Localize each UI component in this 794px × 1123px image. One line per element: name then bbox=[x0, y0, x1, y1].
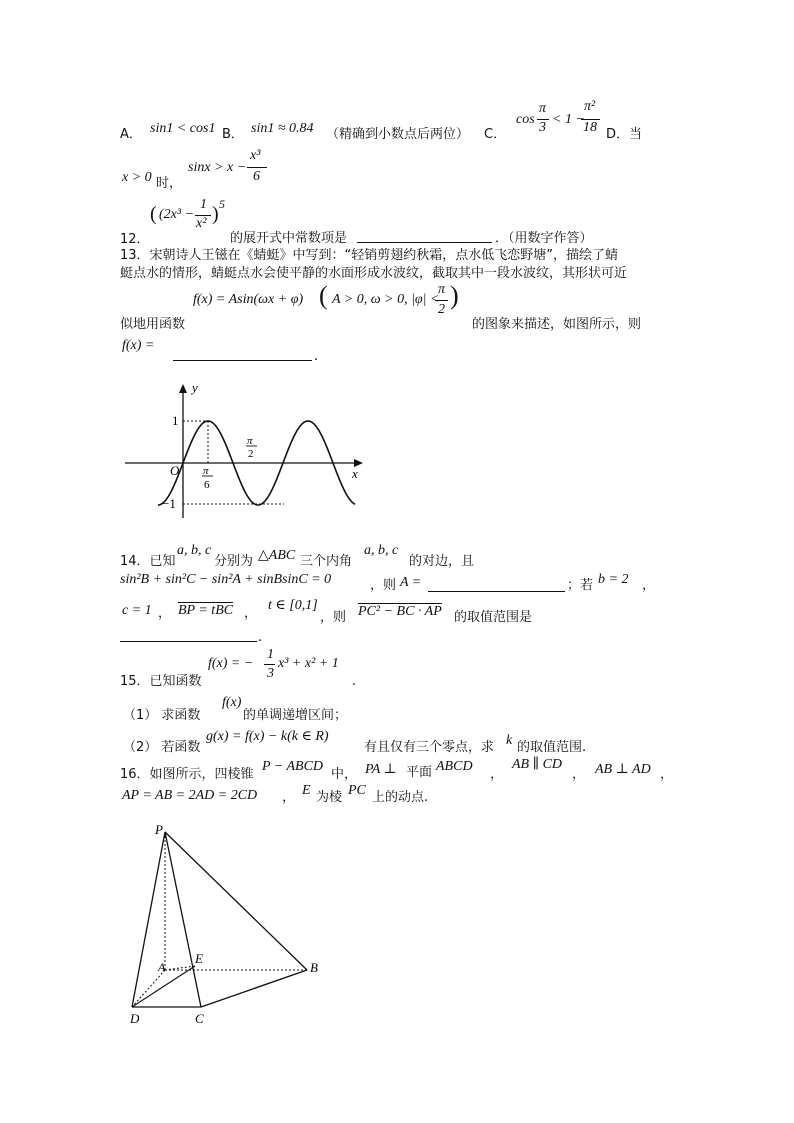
q14-end: . bbox=[258, 630, 263, 645]
q13-line1: 13．宋朝诗人王镃在《蜻蜓》中写到：“轻销剪翅约秋霜，点水低飞恋野塘”，描绘了蜻 bbox=[120, 248, 619, 263]
q15-p2g: g(x) = f(x) − k(k ∈ R) bbox=[206, 729, 329, 744]
vertex-B: B bbox=[310, 960, 318, 975]
q14-t-range: t ∈ [0,1] bbox=[268, 598, 318, 613]
q14-answer-blank-2[interactable] bbox=[120, 640, 257, 642]
option-d-expr: sinx > x − bbox=[188, 160, 247, 175]
q16-l2: AP = AB = 2AD = 2CD bbox=[122, 788, 258, 803]
q16-perp: AB ⊥ AD bbox=[595, 762, 651, 777]
tick-one: 1 bbox=[172, 413, 179, 428]
q16-pyr: P − ABCD bbox=[262, 759, 324, 774]
q14-comma1: ， bbox=[158, 606, 172, 621]
q13-line3a: 似地用函数 bbox=[120, 317, 186, 332]
sine-graph bbox=[120, 378, 370, 523]
vertex-E: E bbox=[195, 951, 203, 966]
option-c-pi2: π² bbox=[584, 99, 596, 114]
edge-PB bbox=[165, 832, 307, 970]
q15-one: 1 bbox=[267, 647, 274, 662]
q15-three: 3 bbox=[267, 666, 274, 681]
q14-l1c: 三个内角 bbox=[300, 554, 353, 569]
q15-fracbar bbox=[264, 663, 275, 665]
q15-p2k: k bbox=[506, 733, 513, 748]
q14-answer-blank-1[interactable] bbox=[428, 590, 565, 592]
q15-p2a: （2） 若函数 bbox=[123, 740, 201, 755]
option-d-label: D．当 bbox=[606, 127, 643, 142]
q13-answer-blank[interactable] bbox=[173, 359, 312, 361]
option-b-expr: sin1 ≈ 0.84 bbox=[251, 121, 314, 136]
q14-eq: sin²B + sin²C − sin²A + sinBsinC = 0 bbox=[120, 572, 332, 587]
tick-neg-one: −1 bbox=[162, 496, 176, 511]
q16-pc: PC bbox=[348, 783, 366, 798]
q14-l2b: ；若 bbox=[567, 578, 594, 593]
q12-expr: (2x³ − bbox=[159, 207, 195, 222]
option-d-cond: x > 0 bbox=[122, 170, 152, 185]
q13-cond: A > 0, ω > 0, |φ| < bbox=[332, 292, 440, 307]
edge-CB bbox=[201, 970, 307, 1007]
option-c-label: C． bbox=[484, 127, 507, 142]
q13-cond-pi: π bbox=[438, 282, 446, 297]
q15-p2b: 有且仅有三个零点，求 bbox=[364, 740, 495, 755]
q14-expr: PC² − BC · AP bbox=[358, 604, 442, 619]
option-d-time: 时， bbox=[156, 176, 183, 191]
q13-answer-end: . bbox=[314, 349, 319, 364]
q13-paren-open: ( bbox=[319, 281, 328, 310]
q14-comma3: ，则 bbox=[320, 610, 347, 625]
option-d-x3: x³ bbox=[250, 148, 261, 163]
q14-l1a: 14．已知 bbox=[120, 554, 176, 569]
q15-rest: x³ + x² + 1 bbox=[278, 656, 339, 671]
vertex-C: C bbox=[195, 1011, 204, 1026]
q14-comma2: ， bbox=[244, 606, 258, 621]
option-c-cos: cos bbox=[516, 112, 535, 127]
q14-l1d: 的对边，且 bbox=[409, 554, 475, 569]
q13-cond-2: 2 bbox=[438, 302, 445, 317]
q15-dot: . bbox=[352, 674, 357, 689]
option-c-3: 3 bbox=[539, 120, 546, 135]
q15-p1f: f(x) bbox=[222, 695, 242, 710]
q15-l1a: 15．已知函数 bbox=[120, 674, 202, 689]
pyramid-figure bbox=[120, 820, 330, 1030]
q16-l1a: 16．如图所示，四棱锥 bbox=[120, 767, 254, 782]
q14-c-eq: c = 1 bbox=[122, 603, 152, 618]
q12-answer-blank[interactable] bbox=[357, 241, 492, 243]
q12-paren-open: ( bbox=[150, 203, 157, 225]
y-axis-label: y bbox=[192, 380, 198, 395]
q14-abc: a, b, c bbox=[177, 543, 212, 558]
q16-l1b: 中， bbox=[331, 767, 358, 782]
q12-frac-num: 1 bbox=[200, 197, 207, 212]
q14-l1b: 分别为 bbox=[214, 554, 254, 569]
q16-comma2: ， bbox=[572, 767, 586, 782]
q12-paren-close: ) bbox=[212, 203, 219, 225]
q16-l2b: 为棱 bbox=[316, 790, 343, 805]
tick-pi6-pi: π bbox=[203, 465, 209, 477]
q14-l2c: ， bbox=[642, 578, 656, 593]
option-b-note: （精确到小数点后两位） bbox=[326, 127, 470, 142]
q16-par: AB ∥ CD bbox=[512, 757, 563, 772]
x-axis-label: x bbox=[352, 466, 358, 481]
option-a-label: A． bbox=[120, 127, 142, 142]
q14-abc2: a, b, c bbox=[364, 543, 399, 558]
q15-p1b: 的单调递增区间； bbox=[243, 708, 348, 723]
q14-l3: 的取值范围是 bbox=[454, 610, 533, 625]
q12-number: 12． bbox=[120, 232, 150, 247]
option-c-18: 18 bbox=[583, 120, 597, 135]
tick-pi2-two: 2 bbox=[248, 448, 254, 460]
q13-line2: 蜓点水的情形，蜻蜓点水会使平静的水面形成水波纹，截取其中一段水波纹，其形状可近 bbox=[120, 266, 628, 281]
q13-answer-left: f(x) = bbox=[122, 338, 155, 353]
vertex-P: P bbox=[155, 822, 163, 837]
q16-abcd: ABCD bbox=[436, 759, 473, 774]
q14-bp: BP = tBC bbox=[178, 603, 234, 618]
tick-pi6-six: 6 bbox=[204, 479, 210, 491]
option-d-fracbar bbox=[247, 166, 267, 168]
origin-label: O bbox=[170, 463, 180, 478]
q16-comma3: ， bbox=[660, 767, 674, 782]
q12-text2: ．（用数字作答） bbox=[495, 231, 593, 246]
q12-frac-den: x² bbox=[196, 216, 207, 231]
q12-power: 5 bbox=[219, 197, 225, 211]
q13-cond-fracbar bbox=[435, 299, 448, 301]
q16-plane: 平面 bbox=[406, 765, 433, 780]
q14-l2a: ，则 bbox=[370, 578, 397, 593]
option-b-label: B． bbox=[222, 127, 244, 142]
q16-comma4: ， bbox=[282, 790, 296, 805]
q16-e: E bbox=[302, 783, 311, 798]
q13-func: f(x) = Asin(ωx + φ) bbox=[193, 292, 304, 307]
vertex-A: A bbox=[158, 960, 166, 974]
q15-f: f(x) = − bbox=[208, 656, 254, 671]
q16-comma1: ， bbox=[490, 767, 504, 782]
vertex-D: D bbox=[130, 1011, 140, 1026]
q13-paren-close: ) bbox=[450, 281, 459, 310]
edge-PC bbox=[165, 832, 201, 1007]
q15-p1a: （1） 求函数 bbox=[123, 708, 201, 723]
y-axis-arrow bbox=[179, 384, 187, 393]
option-c-pi: π bbox=[539, 101, 547, 116]
option-a-expr: sin1 < cos1 bbox=[150, 121, 216, 136]
q14-A-eq: A = bbox=[400, 575, 422, 590]
edge-PD bbox=[132, 832, 165, 1007]
q14-tri: △ABC bbox=[258, 548, 296, 563]
option-d-6: 6 bbox=[253, 169, 260, 184]
q16-l2c: 上的动点. bbox=[372, 790, 429, 805]
option-c-lt: < 1 − bbox=[552, 112, 585, 127]
q15-p2c: 的取值范围. bbox=[517, 740, 587, 755]
q16-pa: PA ⊥ bbox=[365, 762, 397, 777]
q12-text1: 的展开式中常数项是 bbox=[230, 231, 348, 246]
q13-line3b: 的图象来描述，如图所示，则 bbox=[472, 317, 642, 332]
tick-pi2-pi: π bbox=[247, 435, 253, 447]
q14-b-eq: b = 2 bbox=[598, 572, 629, 587]
